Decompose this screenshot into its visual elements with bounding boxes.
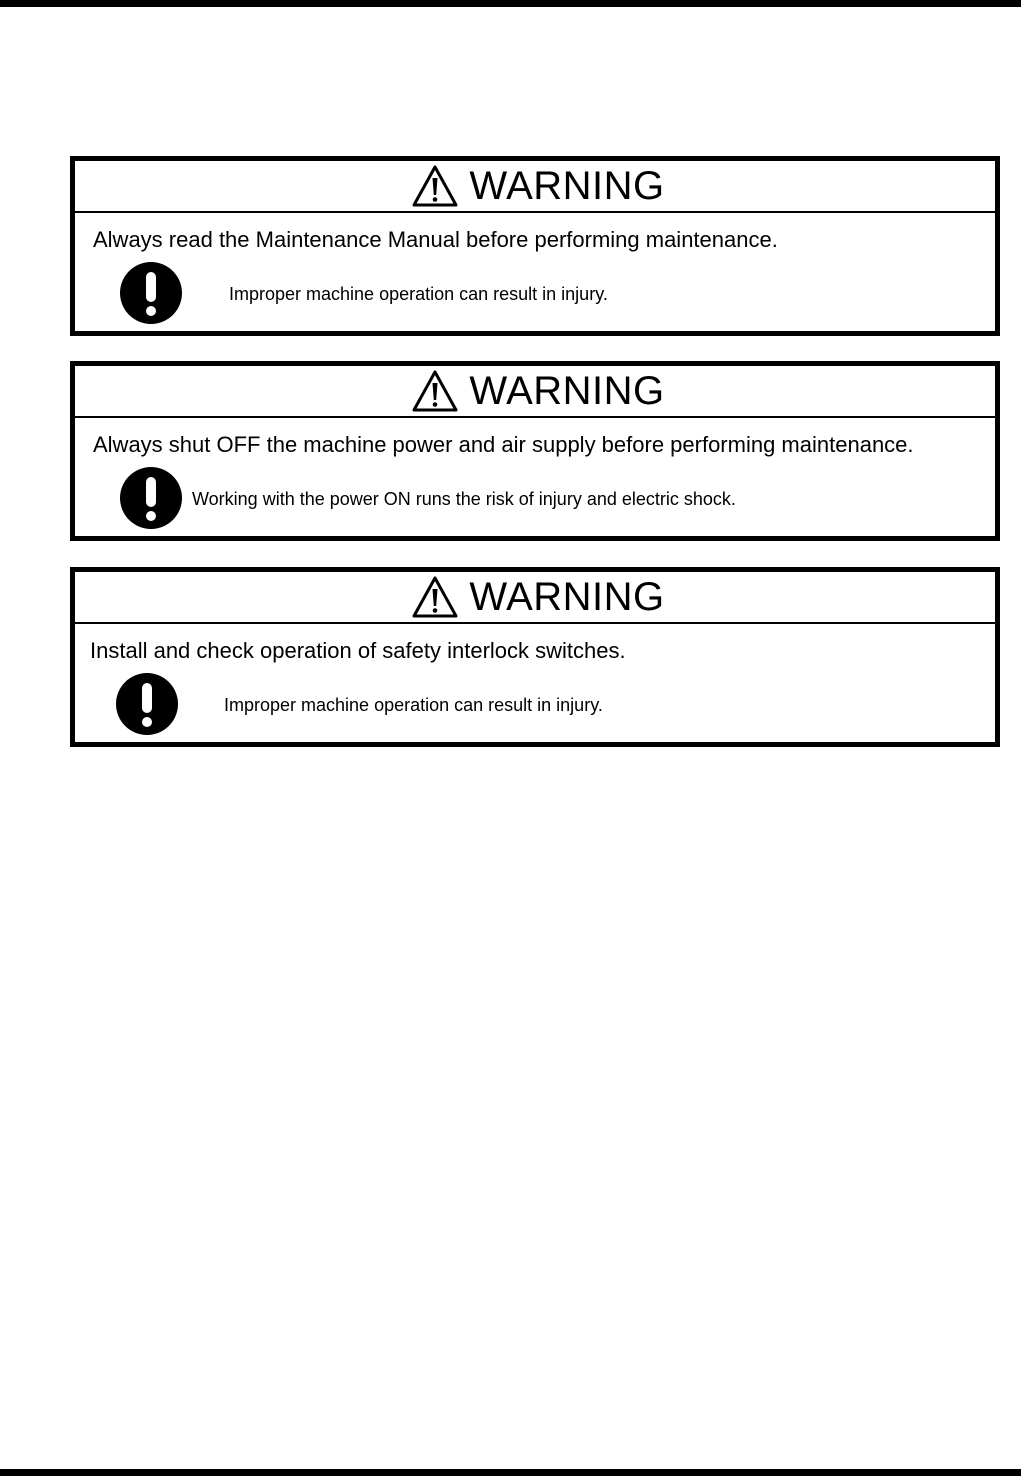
warning-triangle-icon xyxy=(411,164,459,208)
warning-box-safety-interlock xyxy=(70,567,1000,747)
warning-box-maintenance-manual xyxy=(70,156,1000,336)
mandatory-action-icon xyxy=(119,261,183,325)
warning-title: WARNING xyxy=(469,164,665,208)
warning-instruction: Install and check operation of safety interlock switches. xyxy=(90,638,626,663)
warning-consequence: Working with the power ON runs the risk of injury and electric shock. xyxy=(192,489,736,509)
warning-box-power-off xyxy=(70,361,1000,541)
warning-consequence: Improper machine operation can result in injury. xyxy=(224,695,603,715)
warning-consequence: Improper machine operation can result in injury. xyxy=(229,284,608,304)
warning-triangle-icon xyxy=(411,575,459,619)
warning-body xyxy=(75,624,995,742)
warning-header xyxy=(75,572,995,624)
warning-title: WARNING xyxy=(469,369,665,413)
warning-instruction: Always read the Maintenance Manual before performing maintenance. xyxy=(93,227,778,252)
warning-title: WARNING xyxy=(469,575,665,619)
top-rule xyxy=(0,0,1021,7)
warning-header xyxy=(75,161,995,213)
bottom-rule xyxy=(0,1469,1021,1476)
mandatory-action-icon xyxy=(119,466,183,530)
mandatory-action-icon xyxy=(115,672,179,736)
warning-body xyxy=(75,213,995,331)
warning-header xyxy=(75,366,995,418)
warning-triangle-icon xyxy=(411,369,459,413)
warning-instruction: Always shut OFF the machine power and air supply before performing maintenance. xyxy=(93,432,914,457)
warning-body xyxy=(75,418,995,536)
